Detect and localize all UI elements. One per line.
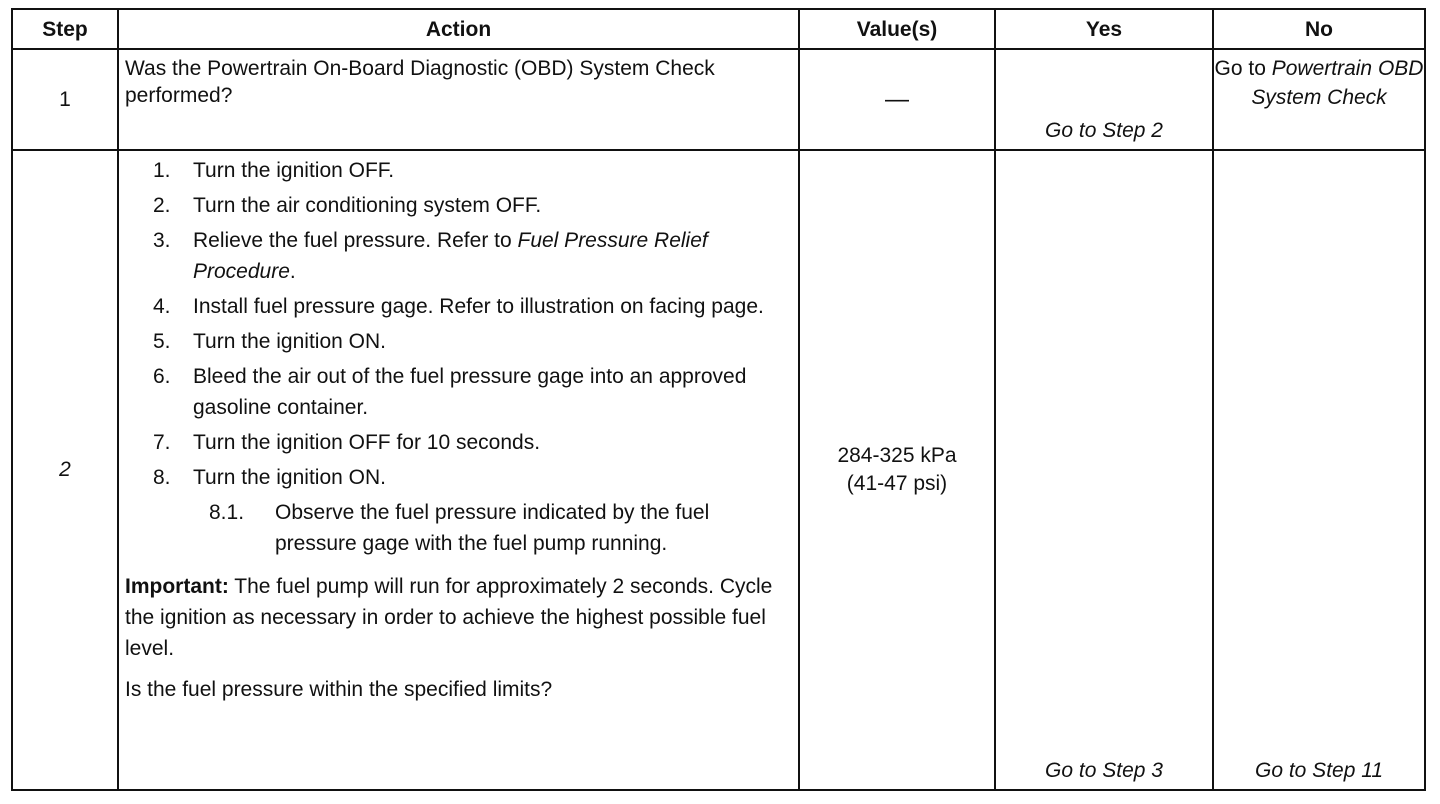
list-item: 7. Turn the ignition OFF for 10 seconds. <box>153 431 541 454</box>
no-cell <box>1213 150 1425 790</box>
value-kpa: 284-325 kPa <box>837 444 957 467</box>
action-cell <box>118 150 799 790</box>
important-text: The fuel pump will run for approximately 2 seconds. Cycle the ignition as necessary in order to achieve the highest possible fuel level. <box>125 575 773 660</box>
list-item: 8. Turn the ignition ON. <box>153 466 386 489</box>
header-yes: Yes <box>995 9 1213 49</box>
no-cell <box>1213 49 1425 150</box>
important-note <box>125 571 792 664</box>
value-cell: — <box>799 49 995 150</box>
important-label: Important: <box>125 575 229 598</box>
list-item: 6. Bleed the air out of the fuel pressure gage into an approved gasoline container. <box>153 365 747 419</box>
list-item: 2. Turn the air conditioning system OFF. <box>153 194 542 217</box>
action-text: Was the Powertrain On-Board Diagnostic (OBD) System Check performed? <box>125 57 715 107</box>
no-goto-target: Powertrain OBD System Check <box>1251 57 1424 109</box>
yes-cell <box>995 150 1213 790</box>
step-number: 2 <box>12 150 118 790</box>
list-item: 4. Install fuel pressure gage. Refer to illustration on facing page. <box>153 295 764 318</box>
yes-cell <box>995 49 1213 150</box>
table-row-step-2 <box>12 150 1425 790</box>
value-cell <box>799 150 995 790</box>
question-text: Is the fuel pressure within the specified limits? <box>125 678 553 701</box>
diagnostic-table <box>11 8 1426 791</box>
action-cell <box>118 49 799 150</box>
yes-goto: Go to Step 2 <box>1045 119 1163 142</box>
header-no: No <box>1213 9 1425 49</box>
no-goto <box>1214 50 1424 112</box>
header-step: Step <box>12 9 118 49</box>
header-values: Value(s) <box>799 9 995 49</box>
procedure-steps <box>125 155 792 559</box>
table-row-step-1 <box>12 49 1425 150</box>
step-number: 1 <box>12 49 118 150</box>
list-item: 8.1. Observe the fuel pressure indicated by the fuel pressure gage with the fuel pump running. <box>209 501 710 555</box>
header-action: Action <box>118 9 799 49</box>
header-row <box>12 9 1425 49</box>
no-goto: Go to Step 11 <box>1254 759 1384 782</box>
list-item: 3. Relieve the fuel pressure. Refer to Fuel Pressure Relief Procedure. <box>153 229 708 283</box>
list-item: 1. Turn the ignition OFF. <box>153 159 395 182</box>
yes-goto: Go to Step 3 <box>1045 759 1163 782</box>
value-psi: (41-47 psi) <box>846 472 948 495</box>
list-item: 5. Turn the ignition ON. <box>153 330 386 353</box>
no-goto-prefix: Go to <box>1214 57 1272 80</box>
